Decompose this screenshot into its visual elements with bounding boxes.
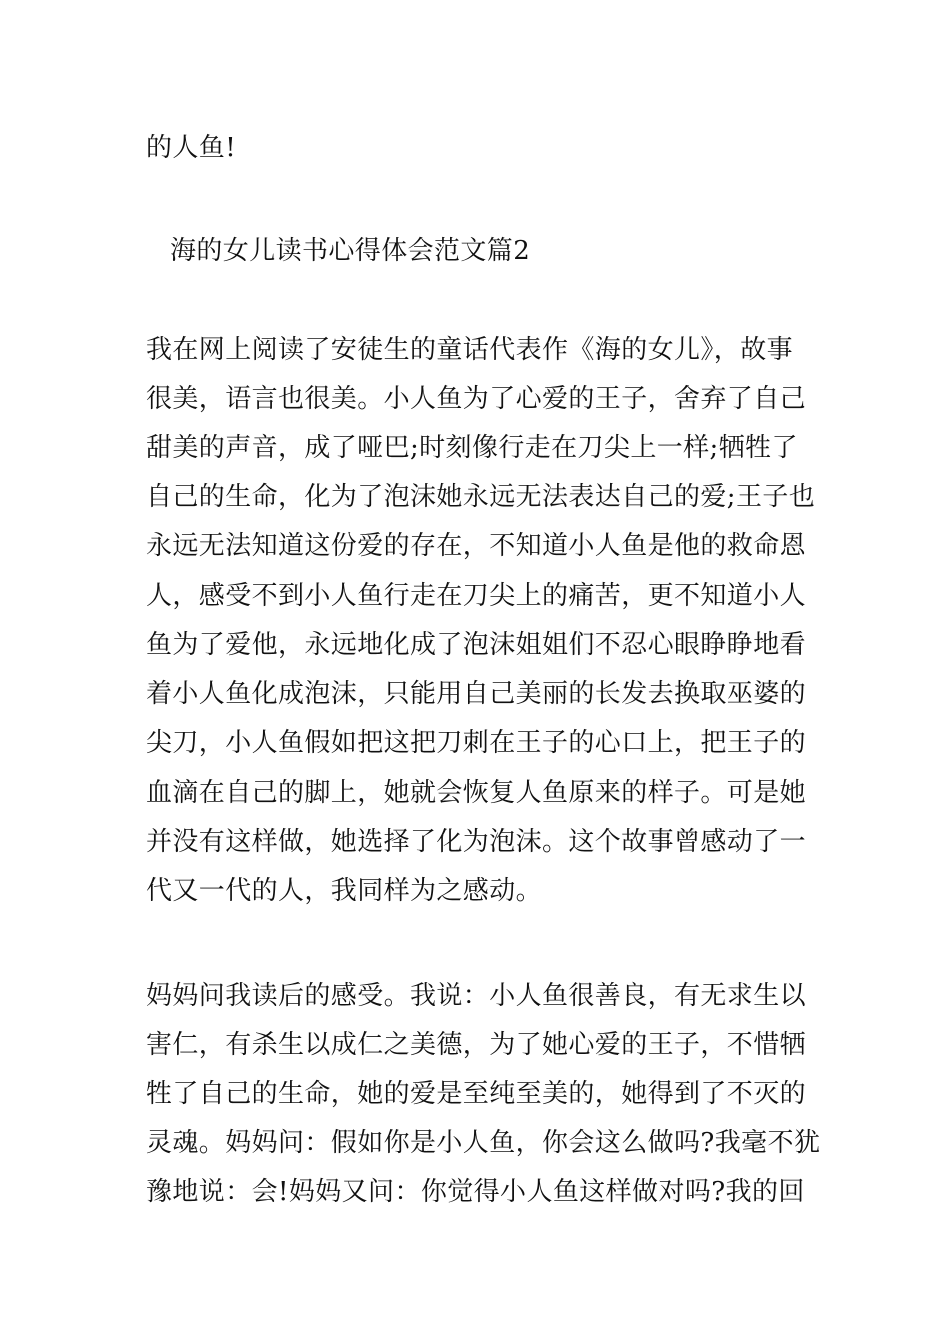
- paragraph-line: 很美，语言也很美。小人鱼为了心爱的王子，舍弃了自己: [146, 384, 807, 414]
- fragment-line: 的人鱼!: [146, 133, 237, 163]
- paragraph-line: 并没有这样做，她选择了化为泡沫。这个故事曾感动了一: [146, 827, 807, 857]
- paragraph-line: 人，感受不到小人鱼行走在刀尖上的痛苦，更不知道小人: [146, 581, 807, 611]
- paragraph-line: 代又一代的人，我同样为之感动。: [146, 876, 543, 906]
- paragraph-line: 妈妈问我读后的感受。我说：小人鱼很善良，有无求生以: [146, 981, 807, 1011]
- paragraph-line: 尖刀，小人鱼假如把这把刀刺在王子的心口上，把王子的: [146, 728, 807, 758]
- paragraph-line: 鱼为了爱他，永远地化成了泡沫姐姐们不忍心眼睁睁地看: [146, 630, 807, 660]
- paragraph-line: 害仁，有杀生以成仁之美德，为了她心爱的王子，不惜牺: [146, 1030, 807, 1060]
- paragraph-line: 着小人鱼化成泡沫，只能用自己美丽的长发去换取巫婆的: [146, 679, 807, 709]
- section-title: 海的女儿读书心得体会范文篇2: [170, 236, 531, 266]
- paragraph-line: 自己的生命，化为了泡沫她永远无法表达自己的爱;王子也: [146, 482, 816, 512]
- paragraph-line: 永远无法知道这份爱的存在，不知道小人鱼是他的救命恩: [146, 531, 807, 561]
- paragraph-line: 豫地说：会!妈妈又问：你觉得小人鱼这样做对吗?我的回: [146, 1177, 805, 1207]
- paragraph-line: 灵魂。妈妈问：假如你是小人鱼，你会这么做吗?我毫不犹: [146, 1128, 821, 1158]
- paragraph-line: 甜美的声音，成了哑巴;时刻像行走在刀尖上一样;牺牲了: [146, 433, 798, 463]
- paragraph-line: 牲了自己的生命，她的爱是至纯至美的，她得到了不灭的: [146, 1079, 807, 1109]
- paragraph-line: 我在网上阅读了安徒生的童话代表作《海的女儿》，故事: [146, 335, 794, 365]
- paragraph-line: 血滴在自己的脚上，她就会恢复人鱼原来的样子。可是她: [146, 778, 807, 808]
